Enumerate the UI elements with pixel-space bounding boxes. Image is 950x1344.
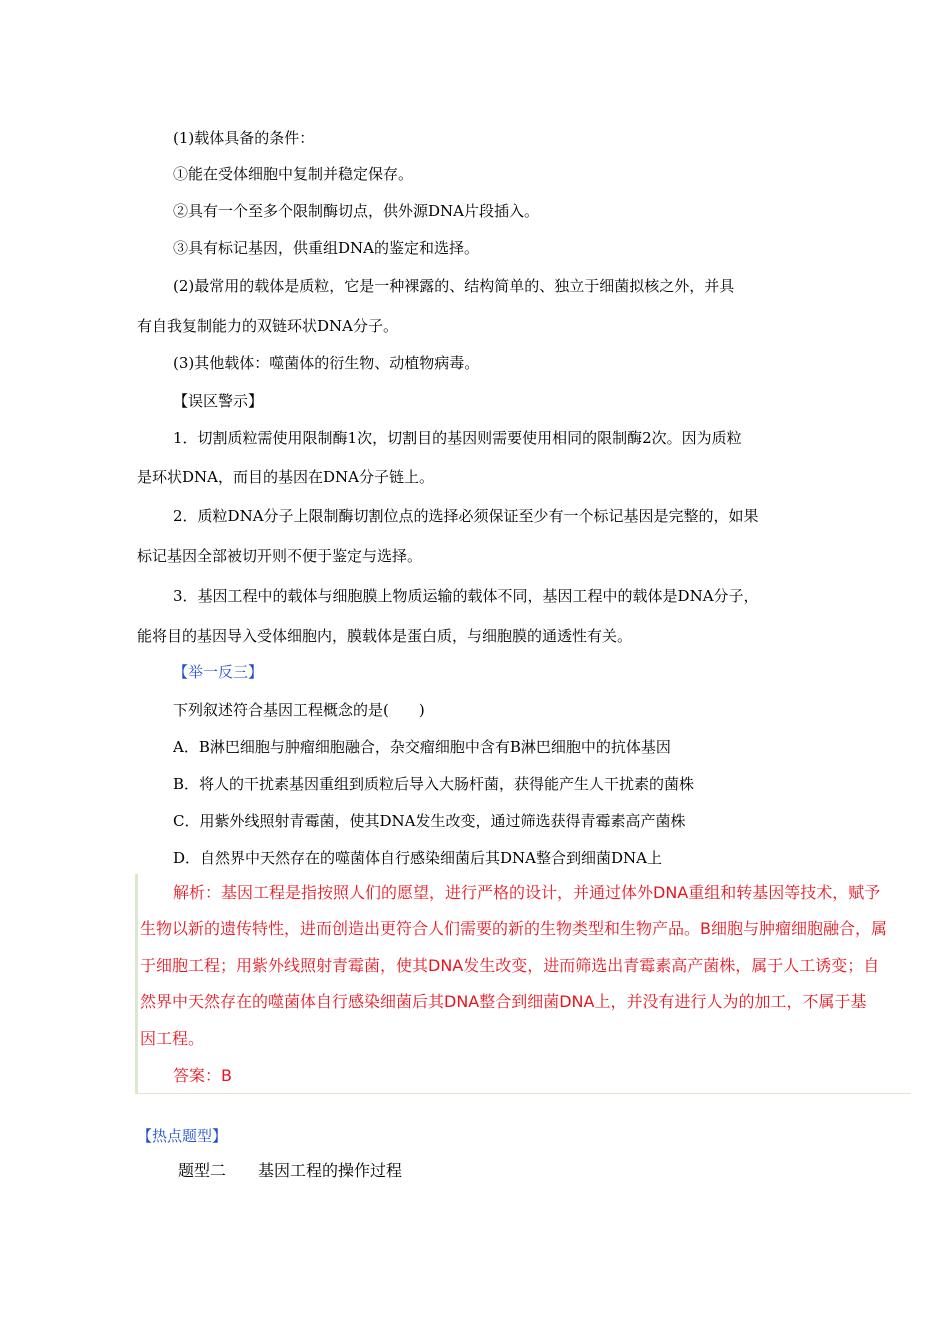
warning-item-3-line-1: 3．基因工程中的载体与细胞膜上物质运输的载体不同，基因工程中的载体是DNA分子， [173,587,759,605]
analysis-line-4: 然界中天然存在的噬菌体自行感染细菌后其DNA整合到细菌DNA上，并没有进行人为的加工，不属于基 [140,992,867,1011]
option-a: A．B淋巴细胞与肿瘤细胞融合，杂交瘤细胞中含有B淋巴细胞中的抗体基因 [173,738,671,756]
carrier-condition-2: ②具有一个至多个限制酶切点，供外源DNA片段插入。 [173,202,539,220]
practice-heading: 【举一反三】 [173,663,264,681]
warning-item-3-line-2: 能将目的基因导入受体细胞内，膜载体是蛋白质，与细胞膜的通透性有关。 [137,627,633,645]
option-d: D．自然界中天然存在的噬菌体自行感染细菌后其DNA整合到细菌DNA上 [173,849,662,867]
carrier-condition-1: ①能在受体细胞中复制并稳定保存。 [173,165,414,183]
option-b: B．将人的干扰素基因重组到质粒后导入大肠杆菌，获得能产生人干扰素的菌株 [173,775,695,793]
other-carriers: (3)其他载体：噬菌体的衍生物、动植物病毒。 [173,354,480,372]
plasmid-line-2: 有自我复制能力的双链环状DNA分子。 [137,317,398,335]
analysis-line-3: 于细胞工程；用紫外线照射青霉菌，使其DNA发生改变，进而筛选出青霉素高产菌株，属于人工诱变；自 [140,956,880,975]
warning-item-2-line-2: 标记基因全部被切开则不便于鉴定与选择。 [137,547,423,565]
topic-title: 题型二 基因工程的操作过程 [178,1161,403,1180]
carrier-conditions-title: (1)载体具备的条件： [173,129,315,147]
option-c: C．用紫外线照射青霉菌，使其DNA发生改变，通过筛选获得青霉素高产菌株 [173,812,686,830]
warning-item-2-line-1: 2．质粒DNA分子上限制酶切割位点的选择必须保证至少有一个标记基因是完整的，如果 [173,507,759,525]
hot-topics-heading: 【热点题型】 [137,1127,228,1145]
analysis-line-1: 解析：基因工程是指按照人们的愿望，进行严格的设计，并通过体外DNA重组和转基因等技术，赋予 [173,883,881,902]
carrier-condition-3: ③具有标记基因，供重组DNA的鉴定和选择。 [173,239,479,257]
warning-item-1-line-2: 是环状DNA，而目的基因在DNA分子链上。 [137,468,434,486]
analysis-line-2: 生物以新的遗传特性，进而创造出更符合人们需要的新的生物类型和生物产品。B细胞与肿瘤细胞融合，属 [140,919,887,938]
analysis-line-5: 因工程。 [140,1029,205,1048]
warning-item-1-line-1: 1．切割质粒需使用限制酶1次，切割目的基因则需要使用相同的限制酶2次。因为质粒 [173,429,742,447]
warning-heading: 【误区警示】 [173,392,264,410]
plasmid-line-1: (2)最常用的载体是质粒，它是一种裸露的、结构简单的、独立于细菌拟核之外，并具 [173,277,735,295]
practice-question: 下列叙述符合基因工程概念的是( ) [173,701,425,719]
answer: 答案：B [173,1066,232,1085]
analysis-block [135,874,911,1094]
